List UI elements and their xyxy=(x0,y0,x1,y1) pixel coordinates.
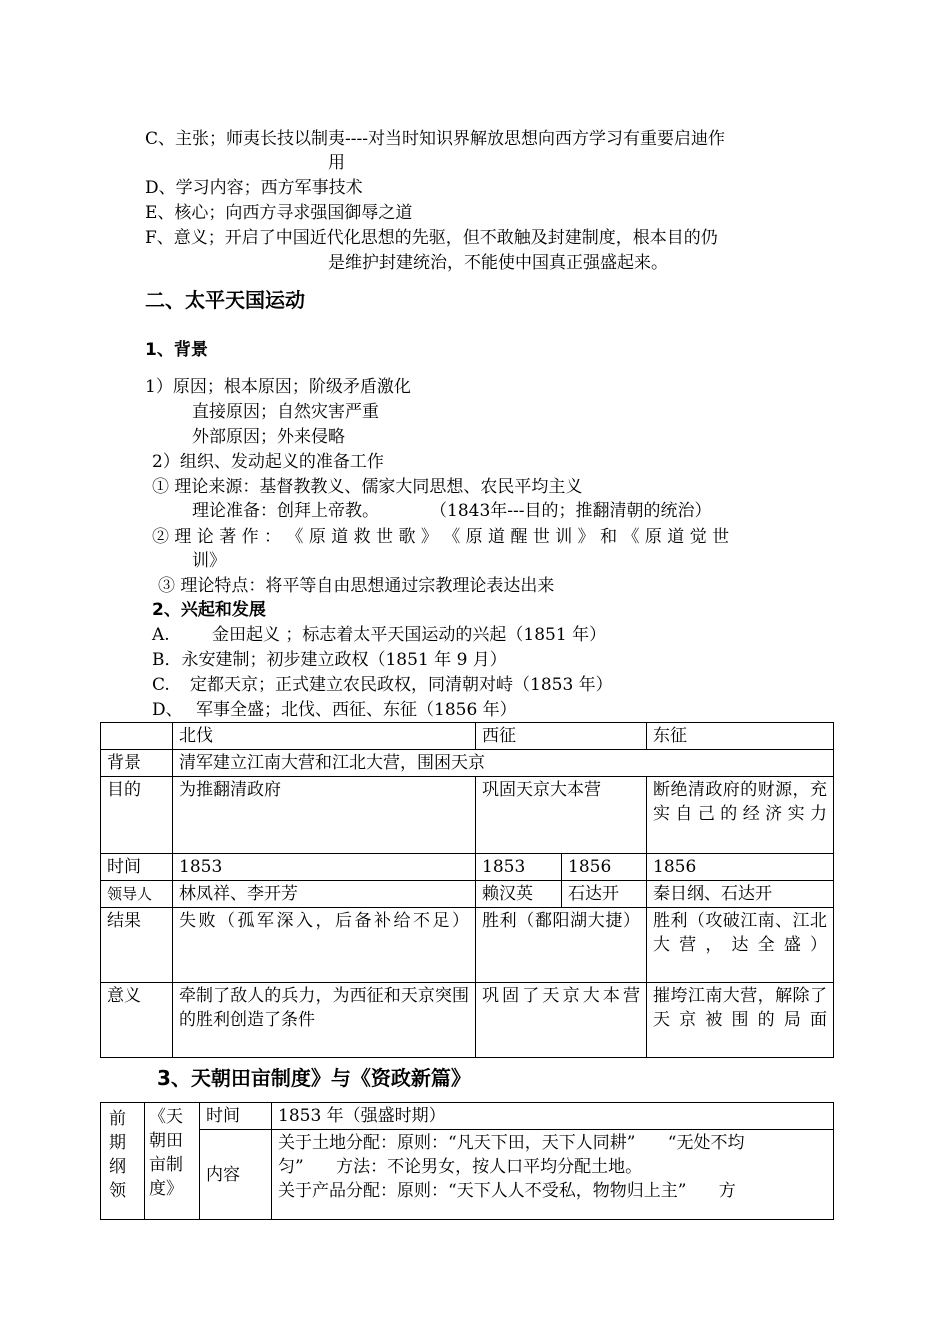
event-d-label: D、 xyxy=(152,700,183,720)
theory-prep-b: （1843年---目的；推翻清朝的统治） xyxy=(430,501,712,521)
table-head-east: 东征 xyxy=(647,723,834,750)
event-c-text: 定都天京；正式建立农民政权，同清朝对峙（1853 年） xyxy=(190,675,613,695)
theory-source: ① 理论来源：基督教教义、儒家大同思想、农民平均主义 xyxy=(152,477,583,497)
program-table xyxy=(100,1102,834,1220)
row-label-background: 背景 xyxy=(101,750,173,777)
purpose-east: 断绝清政府的财源，充实自己的经济实力 xyxy=(647,777,834,854)
reason-direct: 直接原因；自然灾害严重 xyxy=(192,402,379,422)
theory-prep-a: 理论准备：创拜上帝教。 xyxy=(192,501,379,521)
item-e: E、核心；向西方寻求强国御辱之道 xyxy=(145,203,413,223)
event-b: B．永安建制；初步建立政权（1851 年 9 月） xyxy=(152,650,507,670)
leader-north: 林凤祥、李开芳 xyxy=(173,881,476,908)
content-line-1: 关于土地分配：原则：“凡天下田，天下人同耕” “无处不均 xyxy=(278,1133,745,1153)
table-row xyxy=(101,881,834,908)
row-label-meaning: 意义 xyxy=(101,983,173,1058)
table-row xyxy=(101,854,834,881)
meaning-east: 摧垮江南大营，解除了天京被围的局面 xyxy=(647,983,834,1058)
table-row xyxy=(101,777,834,854)
result-east: 胜利（攻破江南、江北大营，达全盛） xyxy=(647,908,834,983)
row-label-purpose: 目的 xyxy=(101,777,173,854)
background-cell: 清军建立江南大营和江北大营，围困天京 xyxy=(173,750,834,777)
item-c-line2: 用 xyxy=(328,153,345,173)
event-c-label: C. xyxy=(152,675,170,695)
leader-west-1: 赖汉英 xyxy=(476,881,562,908)
event-a-label: A. xyxy=(152,625,170,645)
content-cell xyxy=(272,1130,834,1220)
table-row xyxy=(101,1130,834,1220)
time-east: 1856 xyxy=(647,854,834,881)
section-heading-land-system: 3、天朝田亩制度》与《资政新篇》 xyxy=(157,1066,471,1090)
theory-works-line1: ② 理 论 著 作 ： 《 原 道 救 世 歌 》 《 原 道 醒 世 训 》 和 《 原 道 觉 世 xyxy=(152,527,730,547)
subheading-rise: 2、兴起和发展 xyxy=(152,600,266,620)
item-f-line2: 是维护封建统治，不能使中国真正强盛起来。 xyxy=(328,253,668,273)
reason-root: 1）原因；根本原因；阶级矛盾激化 xyxy=(145,377,411,397)
event-d-text: 军事全盛；北伐、西征、东征（1856 年） xyxy=(196,700,517,720)
event-a-text: 金田起义 ；标志着太平天国运动的兴起（1851 年） xyxy=(212,625,607,645)
time-west-2: 1856 xyxy=(562,854,647,881)
item-d: D、学习内容；西方军事技术 xyxy=(145,178,363,198)
table-row xyxy=(101,723,834,750)
time-value: 1853 年（强盛时期） xyxy=(272,1103,834,1130)
table-head-empty xyxy=(101,723,173,750)
subheading-background: 1、背景 xyxy=(145,340,208,360)
period-label: 前期纲领 xyxy=(101,1103,145,1220)
meaning-west: 巩固了天京大本营 xyxy=(476,983,647,1058)
item-c-line1: C、主张；师夷长技以制夷----对当时知识界解放思想向西方学习有重要启迪作 xyxy=(145,129,725,149)
campaign-table xyxy=(100,722,834,1058)
content-line-2: 匀” 方法：不论男女，按人口平均分配土地。 xyxy=(278,1157,643,1177)
reason-external: 外部原因；外来侵略 xyxy=(192,427,345,447)
purpose-west: 巩固天京大本营 xyxy=(476,777,647,854)
table-row xyxy=(101,908,834,983)
section-heading-taiping: 二、太平天国运动 xyxy=(145,288,305,312)
preparation-heading: 2）组织、发动起义的准备工作 xyxy=(152,452,384,472)
time-west-1: 1853 xyxy=(476,854,562,881)
table-head-west: 西征 xyxy=(476,723,647,750)
row-label-leader: 领导人 xyxy=(101,881,173,908)
result-west: 胜利（鄱阳湖大捷） xyxy=(476,908,647,983)
content-line-3: 关于产品分配：原则：“天下人人不受私，物物归上主” 方 xyxy=(278,1181,736,1201)
time-label: 时间 xyxy=(200,1103,272,1130)
table-row xyxy=(101,983,834,1058)
leader-west-2: 石达开 xyxy=(562,881,647,908)
item-f-line1: F、意义；开启了中国近代化思想的先驱，但不敢触及封建制度，根本目的仍 xyxy=(145,228,718,248)
purpose-north: 为推翻清政府 xyxy=(173,777,476,854)
content-label: 内容 xyxy=(200,1130,272,1220)
table-row xyxy=(101,1103,834,1130)
theory-works-line2: 训》 xyxy=(192,551,226,571)
table-head-north: 北伐 xyxy=(173,723,476,750)
row-label-time: 时间 xyxy=(101,854,173,881)
theory-feature: ③ 理论特点：将平等自由思想通过宗教理论表达出来 xyxy=(158,576,555,596)
result-north: 失败（孤军深入，后备补给不足） xyxy=(173,908,476,983)
doc-name: 《天朝田亩制度》 xyxy=(145,1103,200,1220)
meaning-north: 牵制了敌人的兵力，为西征和天京突围的胜利创造了条件 xyxy=(173,983,476,1058)
table-row xyxy=(101,750,834,777)
time-north: 1853 xyxy=(173,854,476,881)
row-label-result: 结果 xyxy=(101,908,173,983)
leader-east: 秦日纲、石达开 xyxy=(647,881,834,908)
